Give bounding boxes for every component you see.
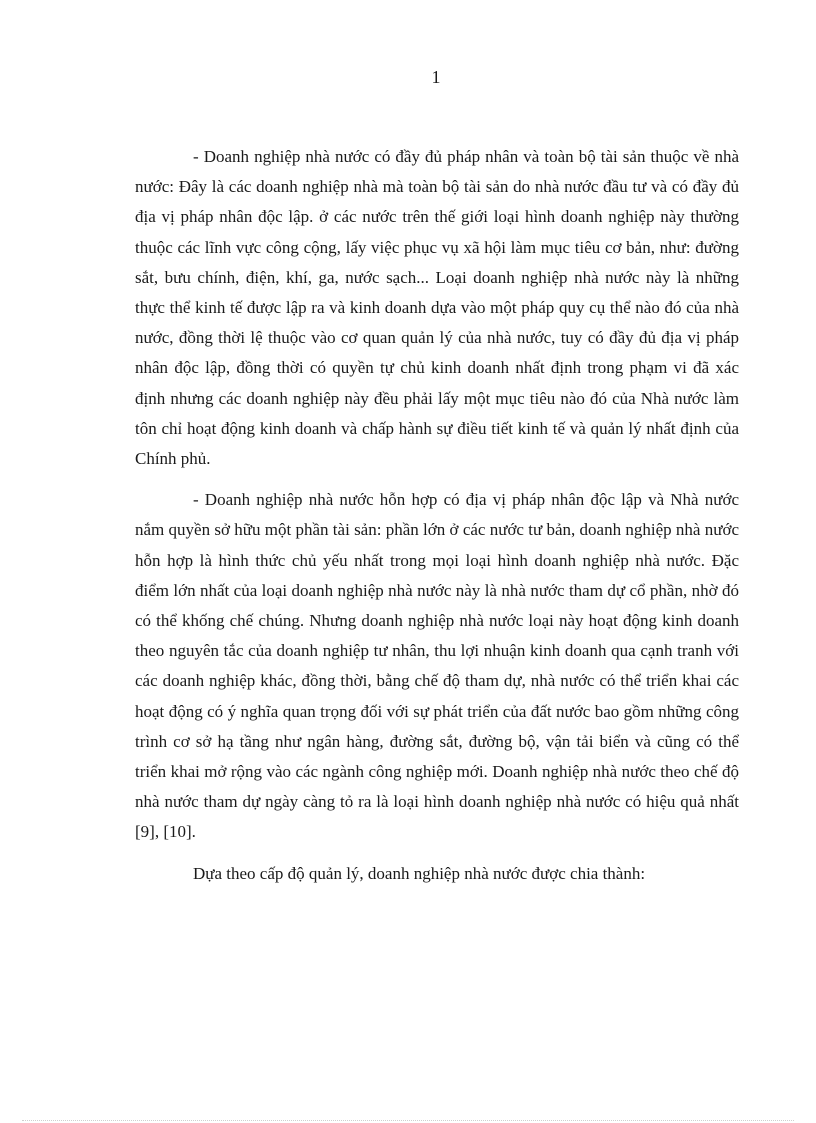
page-bottom-divider	[22, 1120, 794, 1121]
paragraph-mixed-state-enterprise: - Doanh nghiệp nhà nước hỗn hợp có địa vị pháp nhân độc lập và Nhà nước nắm quyền sở hữu một phần tài sản: phần lớn ở các nước tư bản, doanh nghiệp nhà nước hỗn hợp là hình thức chủ yếu nhất trong mọi loại hình doanh nghiệp nhà nước. Đặc điểm lớn nhất của loại doanh nghiệp nhà nước này là nhà nước tham dự cổ phần, nhờ đó có thể khống chế chúng. Nhưng doanh nghiệp nhà nước loại này hoạt động kinh doanh theo nguyên tắc của doanh nghiệp tư nhân, thu lợi nhuận kinh doanh qua cạnh tranh với các doanh nghiệp khác, đồng thời, bằng chế độ tham dự, nhà nước có thể triển khai các hoạt động có ý nghĩa quan trọng đối với sự phát triển của đất nước bao gồm những công trình cơ sở hạ tầng như ngân hàng, đường sắt, đường bộ, vận tải biển và cũng có thể triển khai mở rộng vào các ngành công nghiệp mới. Doanh nghiệp nhà nước theo chế độ nhà nước tham dự ngày càng tỏ ra là loại hình doanh nghiệp nhà nước có hiệu quả nhất [9], [10].	[135, 490, 739, 842]
document-body	[135, 142, 739, 900]
paragraph-wholly-state-owned: - Doanh nghiệp nhà nước có đầy đủ pháp nhân và toàn bộ tài sản thuộc về nhà nước: Đây là các doanh nghiệp nhà mà toàn bộ tài sản do nhà nước đầu tư và có đầy đủ địa vị pháp nhân độc lập. ở các nước trên thế giới loại hình doanh nghiệp này thường thuộc các lĩnh vực công cộng, lấy việc phục vụ xã hội làm mục tiêu cơ bản, như: đường sắt, bưu chính, điện, khí, ga, nước sạch... Loại doanh nghiệp nhà nước này là những thực thể kinh tế được lập ra và kinh doanh dựa vào một pháp quy cụ thể nào đó của nhà nước, đồng thời lệ thuộc vào cơ quan quản lý của nhà nước, tuy có đầy đủ địa vị pháp nhân độc lập, đồng thời có quyền tự chủ kinh doanh nhất định trong phạm vi đã xác định nhưng các doanh nghiệp này đều phải lấy một mục tiêu nào đó của Nhà nước làm tôn chỉ hoạt động kinh doanh và chấp hành sự điều tiết kinh tế và quản lý nhất định của Chính phủ.	[135, 147, 739, 469]
page-number: 1	[431, 67, 441, 87]
paragraph-classification-intro: Dựa theo cấp độ quản lý, doanh nghiệp nhà nước được chia thành:	[193, 863, 646, 883]
